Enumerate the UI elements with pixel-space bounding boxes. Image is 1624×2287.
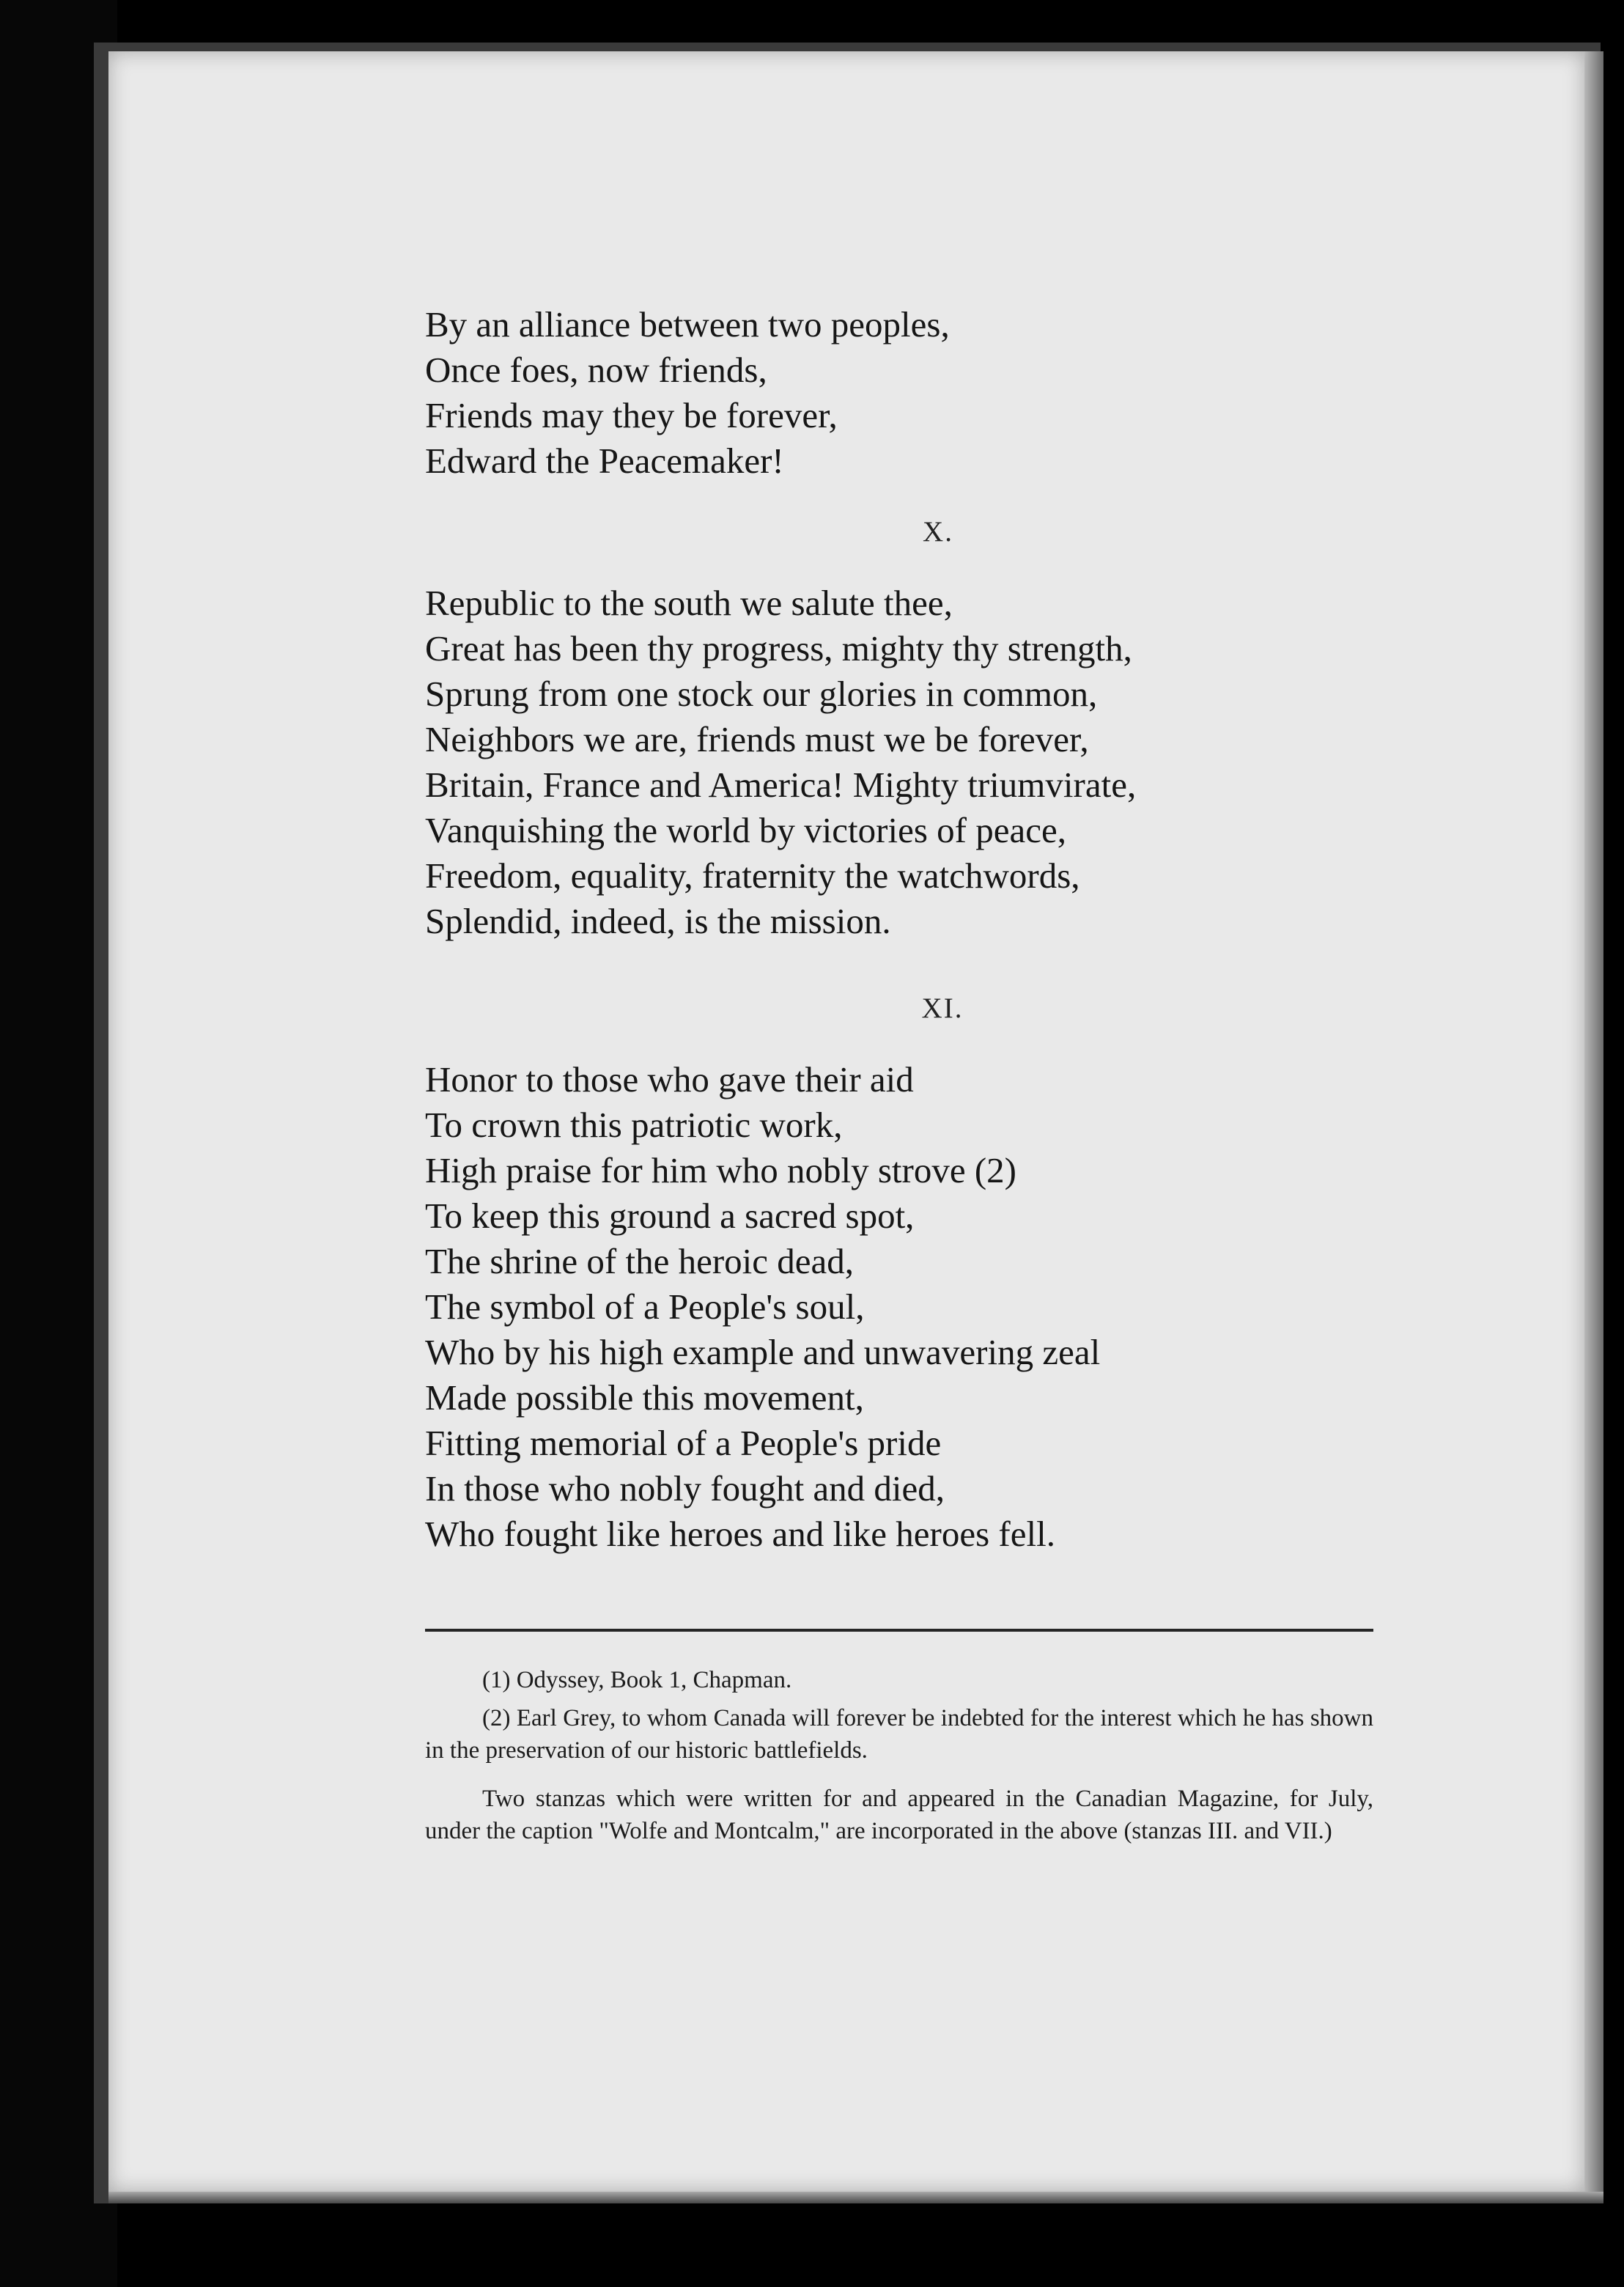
poem-line: Neighbors we are, friends must we be forever, [425, 719, 1089, 759]
poem-line: Made possible this movement, [425, 1377, 864, 1418]
stanza-number-x: X. [923, 516, 953, 548]
poem-line: The shrine of the heroic dead, [425, 1241, 855, 1281]
page-edge-right [1584, 51, 1603, 2192]
footnote-stanza-note: Two stanzas which were written for and appeared in the Canadian Magazine, for July, under the caption "Wolfe and Montcalm," are incorporated in the above (stanzas III. and VII.) [425, 1786, 1373, 1844]
stanza-ix-ending [425, 302, 1392, 484]
poem-line: Honor to those who gave their aid [425, 1059, 914, 1100]
poem-content [425, 302, 1392, 1853]
poem-line: Freedom, equality, fraternity the watchwords, [425, 855, 1080, 896]
footnote-1: (1) Odyssey, Book 1, Chapman. [482, 1667, 792, 1693]
poem-line: Edward the Peacemaker! [425, 441, 784, 481]
poem-line: Republic to the south we salute thee, [425, 583, 953, 623]
poem-line: Friends may they be forever, [425, 395, 838, 435]
poem-line: Britain, France and America! Mighty triumvirate, [425, 765, 1137, 805]
poem-line: To keep this ground a sacred spot, [425, 1196, 915, 1236]
poem-line: Sprung from one stock our glories in common, [425, 674, 1098, 714]
stanza-xi [425, 1057, 1392, 1557]
poem-line: By an alliance between two peoples, [425, 304, 950, 345]
poem-line: Fitting memorial of a People's pride [425, 1423, 942, 1463]
stanza-x [425, 581, 1392, 944]
poem-line: Vanquishing the world by victories of peace, [425, 810, 1066, 850]
stanza-number-xi: XI. [921, 992, 964, 1024]
poem-line: High praise for him who nobly strove (2) [425, 1150, 1016, 1190]
poem-line: Once foes, now friends, [425, 350, 767, 390]
poem-line: Splendid, indeed, is the mission. [425, 901, 891, 941]
footnote-2: (2) Earl Grey, to whom Canada will forever be indebted for the interest which he has shown in the preservation of our historic battlefields. [425, 1705, 1373, 1764]
poem-line: In those who nobly fought and died, [425, 1468, 945, 1509]
poem-line: Great has been thy progress, mighty thy strength, [425, 628, 1132, 669]
poem-line: Who fought like heroes and like heroes fell. [425, 1514, 1055, 1554]
poem-line: To crown this patriotic work, [425, 1105, 843, 1145]
footnotes [425, 1664, 1373, 1847]
poem-line: The symbol of a People's soul, [425, 1286, 865, 1327]
page-edge-bottom [108, 2192, 1603, 2203]
footnote-divider [425, 1629, 1373, 1632]
poem-line: Who by his high example and unwavering zeal [425, 1332, 1101, 1372]
scan-edge-marks [1607, 0, 1624, 2287]
